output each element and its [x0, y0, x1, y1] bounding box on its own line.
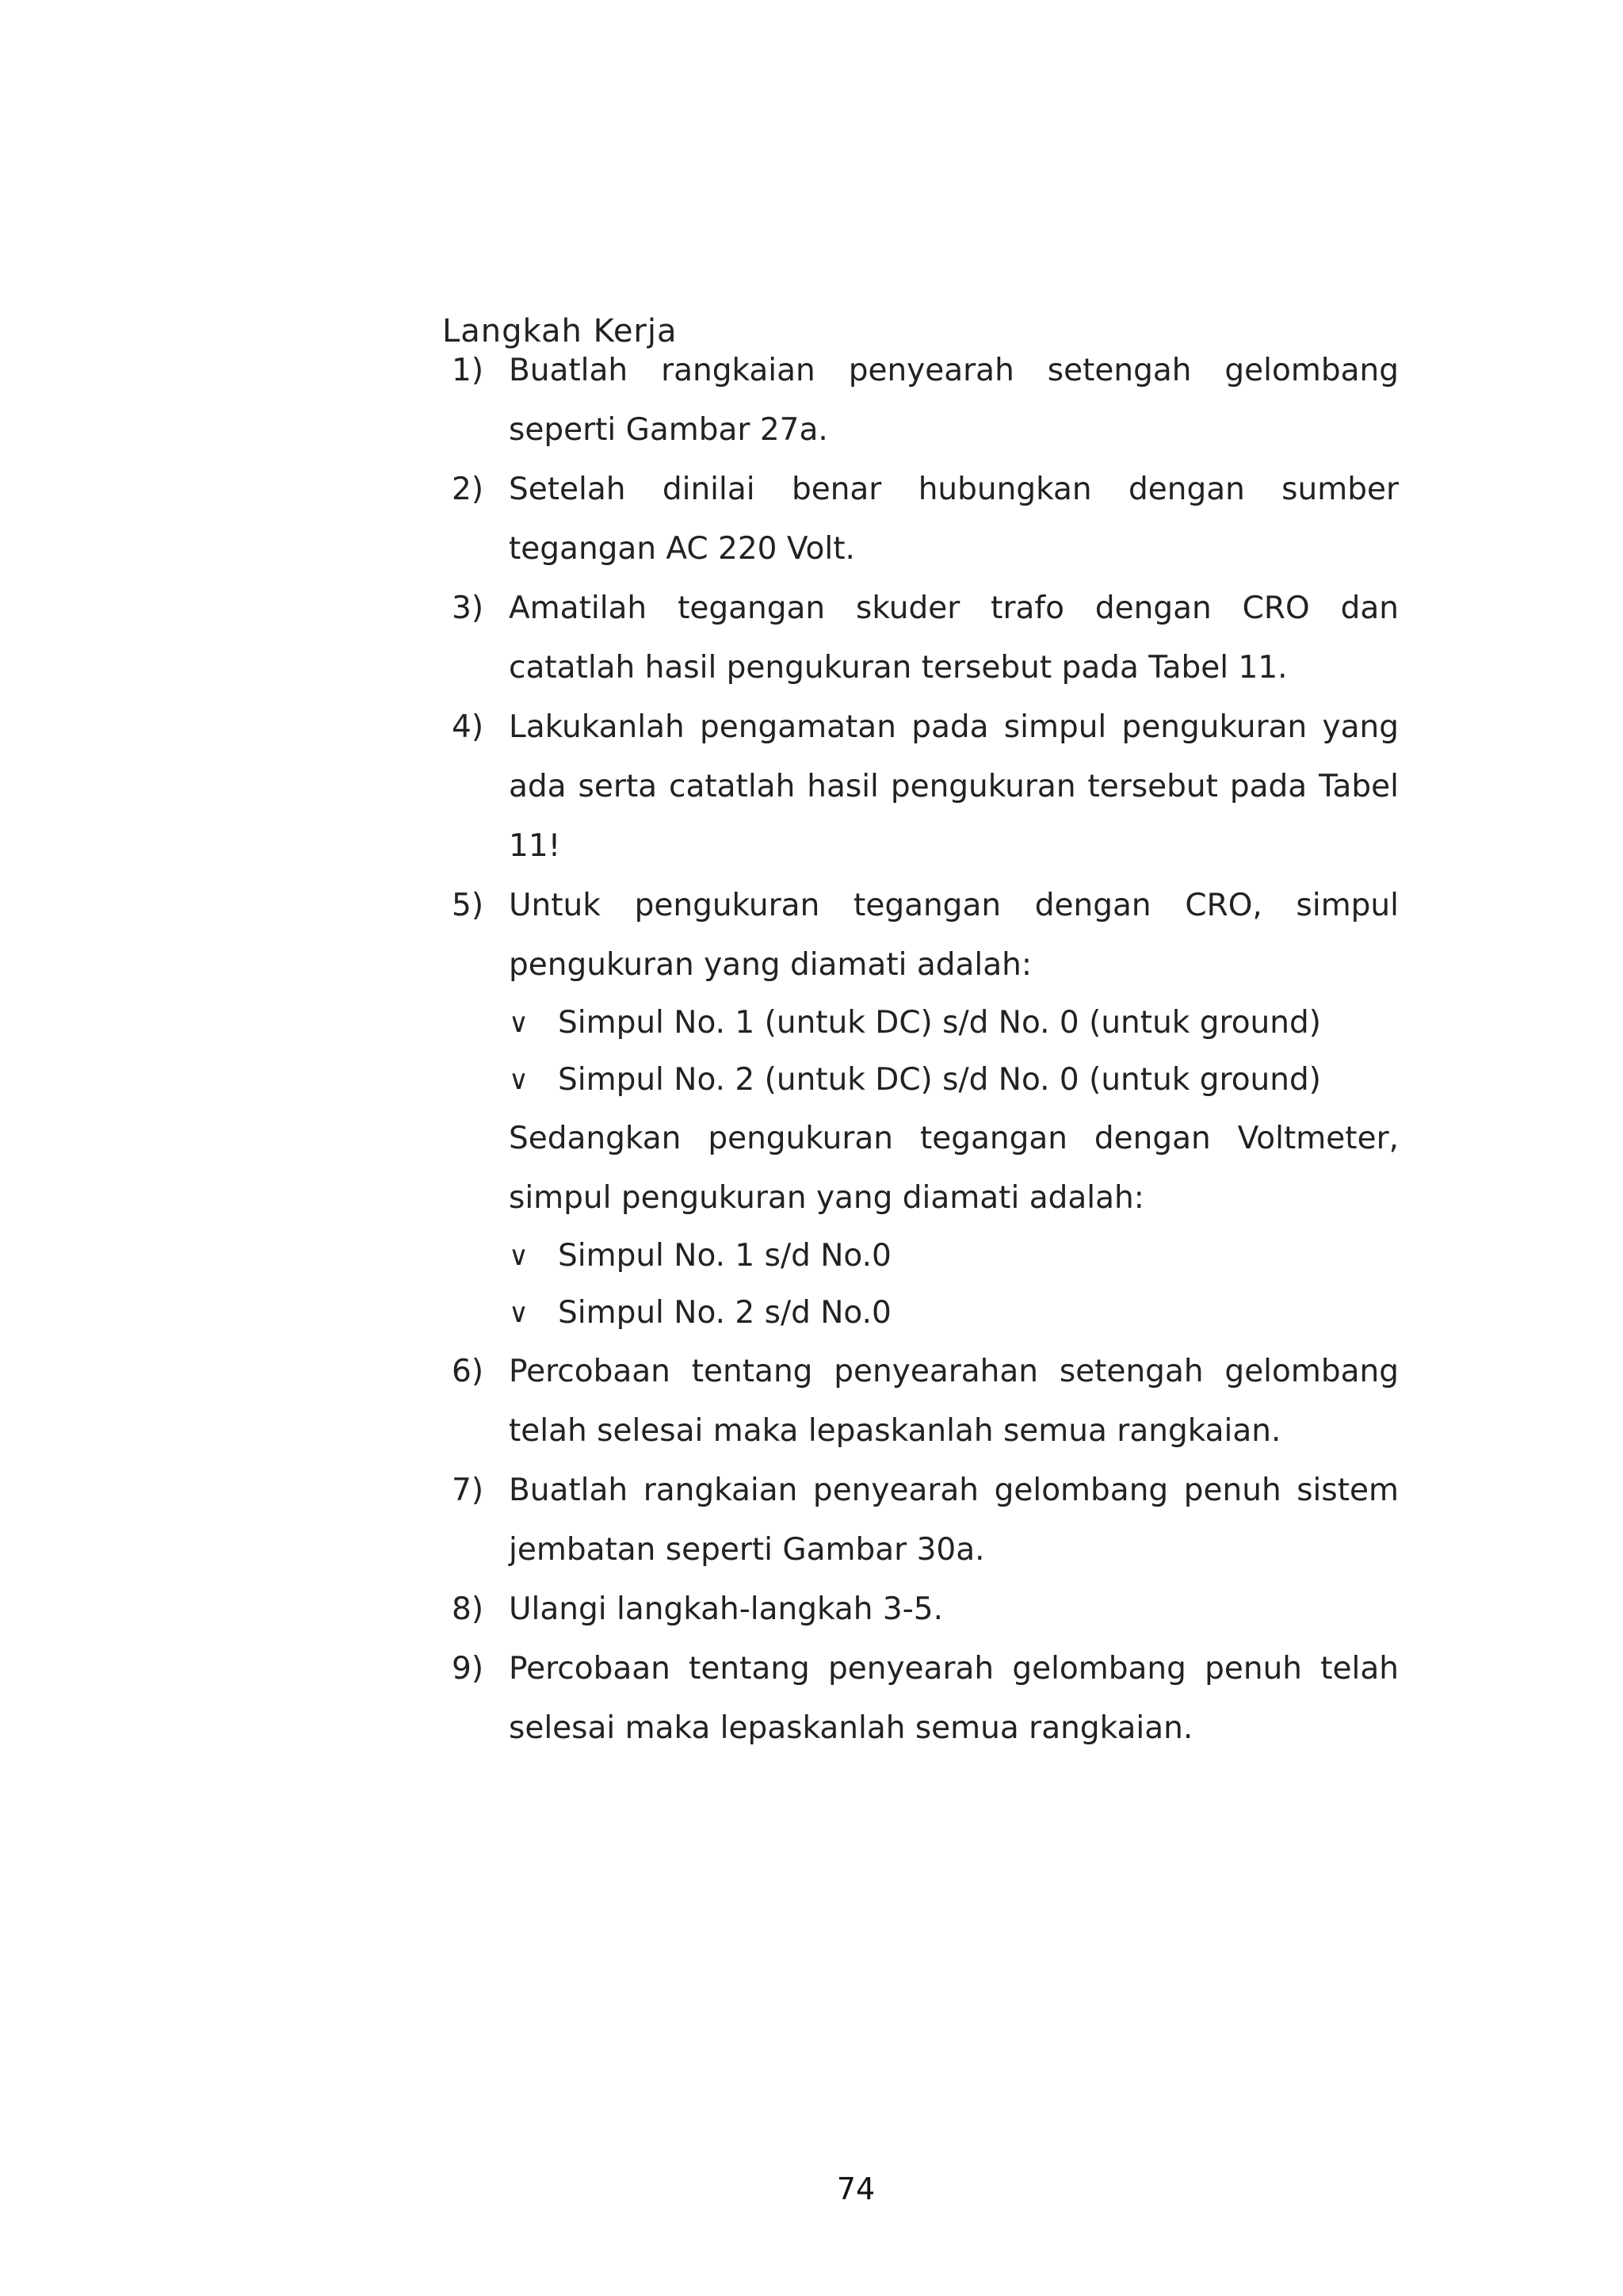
step-item [452, 1342, 1399, 1461]
step-text: Buatlah rangkaian penyearah gelombang penuh sistem jembatan seperti Gambar 30a. [509, 1473, 1399, 1568]
sub-list-item [509, 1228, 1399, 1285]
check-icon: ∨ [509, 1240, 529, 1272]
step-text: Percobaan tentang penyearah gelombang penuh telah selesai maka lepaskanlah semua rangkaian. [509, 1651, 1399, 1746]
step-number: 8) [452, 1591, 484, 1627]
step-number: 3) [452, 590, 484, 626]
step-text: Setelah dinilai benar hubungkan dengan sumber tegangan AC 220 Volt. [509, 472, 1399, 567]
step-item [452, 876, 1399, 1342]
sub-item-text: Simpul No. 1 (untuk DC) s/d No. 0 (untuk ground) [558, 1005, 1321, 1041]
step-paragraph: Sedangkan pengukuran tegangan dengan Voltmeter, simpul pengukuran yang diamati adalah: [509, 1121, 1399, 1216]
steps-list [452, 341, 1399, 1758]
step-number: 9) [452, 1651, 484, 1687]
step-item [452, 1580, 1399, 1639]
sub-item-text: Simpul No. 2 s/d No.0 [558, 1295, 892, 1331]
sub-item-text: Simpul No. 2 (untuk DC) s/d No. 0 (untuk ground) [558, 1062, 1321, 1098]
page-number: 74 [836, 2172, 876, 2206]
check-icon: ∨ [509, 1007, 529, 1039]
step-number: 2) [452, 472, 484, 507]
step-item [452, 1461, 1399, 1580]
step-number: 6) [452, 1354, 484, 1389]
section-heading: Langkah Kerja [442, 313, 678, 350]
step-text: Untuk pengukuran tegangan dengan CRO, simpul pengukuran yang diamati adalah: [509, 888, 1399, 983]
sub-list [509, 995, 1399, 1109]
check-icon: ∨ [509, 1064, 529, 1096]
step-text: Amatilah tegangan skuder trafo dengan CRO dan catatlah hasil pengukuran tersebut pada Tabel 11. [509, 590, 1399, 686]
step-item [452, 1639, 1399, 1758]
sub-list-item [509, 1052, 1399, 1109]
step-number: 5) [452, 888, 484, 923]
check-icon: ∨ [509, 1297, 529, 1329]
step-text: Buatlah rangkaian penyearah setengah gelombang seperti Gambar 27a. [509, 353, 1399, 448]
step-item [452, 460, 1399, 579]
step-number: 1) [452, 353, 484, 388]
step-number: 7) [452, 1473, 484, 1508]
step-text: Percobaan tentang penyearahan setengah gelombang telah selesai maka lepaskanlah semua rangkaian. [509, 1354, 1399, 1449]
sub-item-text: Simpul No. 1 s/d No.0 [558, 1238, 892, 1274]
step-item [452, 697, 1399, 876]
sub-list [509, 1228, 1399, 1342]
sub-list-item [509, 1285, 1399, 1342]
step-text: Lakukanlah pengamatan pada simpul pengukuran yang ada serta catatlah hasil pengukuran tersebut pada Tabel 11! [509, 709, 1399, 864]
step-text: Ulangi langkah-langkah 3-5. [509, 1591, 943, 1627]
step-item [452, 579, 1399, 697]
step-number: 4) [452, 709, 484, 745]
sub-list-item [509, 995, 1399, 1052]
step-item [452, 341, 1399, 460]
